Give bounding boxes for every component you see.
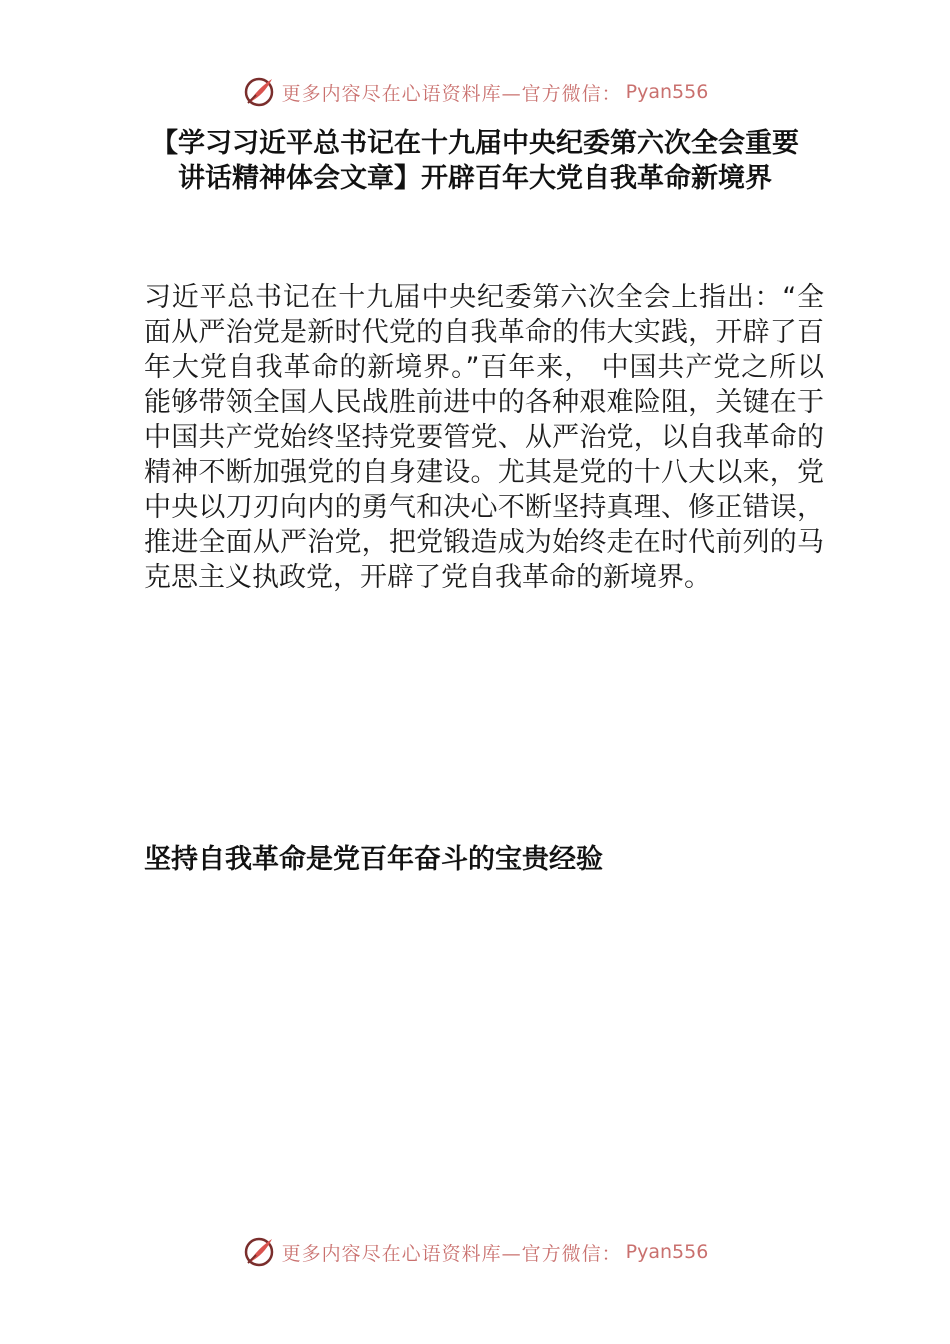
banner-text: 更多内容尽在心语资料库—官方微信： [281,82,622,105]
footer-banner [0,1230,950,1274]
body-paragraph: 习近平总书记在十九届中央纪委第六次全会上指出：“全面从严治党是新时代党的自我革命的伟大实践，开辟了百年大党自我革命的新境界。”百年来， 中国共产党之所以能够带领全国人民战胜前进中的各种艰难险阻，关键在于中国共产党始终坚持党要管党、从严治党，以自我革命的精神不断加强党的自身建设。尤其是党的十八大以来，党中央以刀刃向内的勇气和决心不断坚持真理、修正错误，推进全面从严治党，把党锻造成为始终走在时代前列的马克思主义执政党，开辟了党自我革命的新境界。 [144,282,824,593]
section-heading: 坚持自我革命是党百年奋斗的宝贵经验 [144,844,603,875]
banner-text: 更多内容尽在心语资料库—官方微信： [281,1242,622,1265]
quill-logo-icon [242,1235,276,1269]
wechat-id: Pyan556 [625,1241,709,1263]
header-banner [0,70,950,114]
document-title: 【学习习近平总书记在十九届中央纪委第六次全会重要讲话精神体会文章】开辟百年大党自我革命新境界 [151,128,799,194]
wechat-id: Pyan556 [625,81,709,103]
quill-logo-icon [242,75,276,109]
